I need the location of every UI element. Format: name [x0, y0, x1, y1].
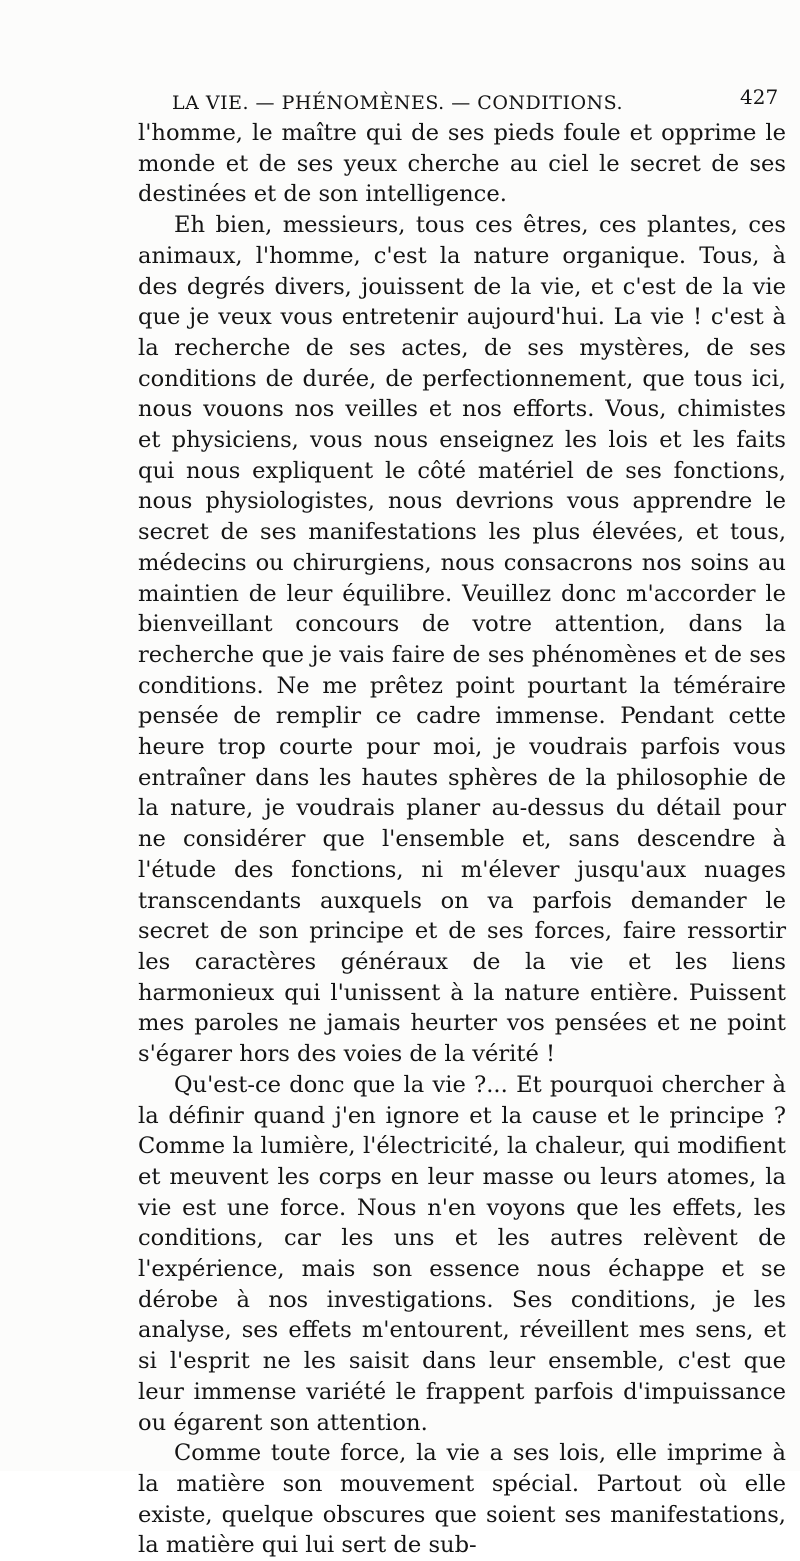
paragraph: Eh bien, messieurs, tous ces êtres, ces plantes, ces animaux, l'homme, c'est la nature organique. Tous, à des degrés divers, jouissent de la vie, et c'est de la vie que je veux vous entretenir aujourd'hui. La vie ! c'est à la recherche de ses actes, de ses mystères, de ses conditions de durée, de perfectionnement, que tous ici, nous vouons nos veilles et nos efforts. Vous, chimistes et physiciens, vous nous enseignez les lois et les faits qui nous expliquent le côté matériel de ses fonctions, nous physiologistes, nous devrions vous apprendre le secret de ses manifestations les plus élevées, et tous, médecins ou chirurgiens, nous consacrons nos soins au maintien de leur équilibre. Veuillez donc m'accorder le bienveillant concours de votre attention, dans la recherche que je vais faire de ses phénomènes et de ses conditions. Ne me prêtez point pourtant la téméraire pensée de remplir ce cadre immense. Pendant cette heure trop courte pour moi, je voudrais parfois vous entraîner dans les hautes sphères de la philosophie de la nature, je voudrais planer au-dessus du détail pour ne considérer que l'ensemble et, sans descendre à l'étude des fonctions, ni m'élever jusqu'aux nuages transcendants auxquels on va parfois demander le secret de son principe et de ses forces, faire ressortir les caractères généraux de la vie et les liens harmonieux qui l'unissent à la nature entière. Puissent mes paroles ne jamais heurter vos pensées et ne point s'égarer hors des voies de la vérité ! — [138, 212, 786, 1068]
page-number: 427 — [740, 85, 779, 109]
paragraph: Qu'est-ce donc que la vie ?... Et pourquoi chercher à la définir quand j'en ignore et la cause et le principe ? Comme la lumière, l'électricité, la chaleur, qui modifient et meuvent les corps en leur masse ou leurs atomes, la vie est une force. Nous n'en voyons que les effets, les conditions, car les uns et les autres relèvent de l'expérience, mais son essence nous échappe et se dérobe à nos investigations. Ses conditions, je les analyse, ses effets m'entourent, réveillent mes sens, et si l'esprit ne les saisit dans leur ensemble, c'est que leur immense variété le frappent parfois d'impuissance ou égarent son attention. — [138, 1071, 786, 1436]
paragraph: Comme toute force, la vie a ses lois, elle imprime à la matière son mouvement spécial. Partout où elle existe, quelque obscures que soient ses manifestations, la matière qui lui sert de sub- — [138, 1440, 786, 1559]
paragraph-continuation: l'homme, le maître qui de ses pieds foule et opprime le monde et de ses yeux cherche au ciel le secret de ses destinées et de son intelligence. — [138, 120, 786, 208]
running-title: LA VIE. — PHÉNOMÈNES. — CONDITIONS. — [172, 92, 624, 114]
running-head — [0, 85, 800, 118]
body-text — [138, 118, 786, 1559]
